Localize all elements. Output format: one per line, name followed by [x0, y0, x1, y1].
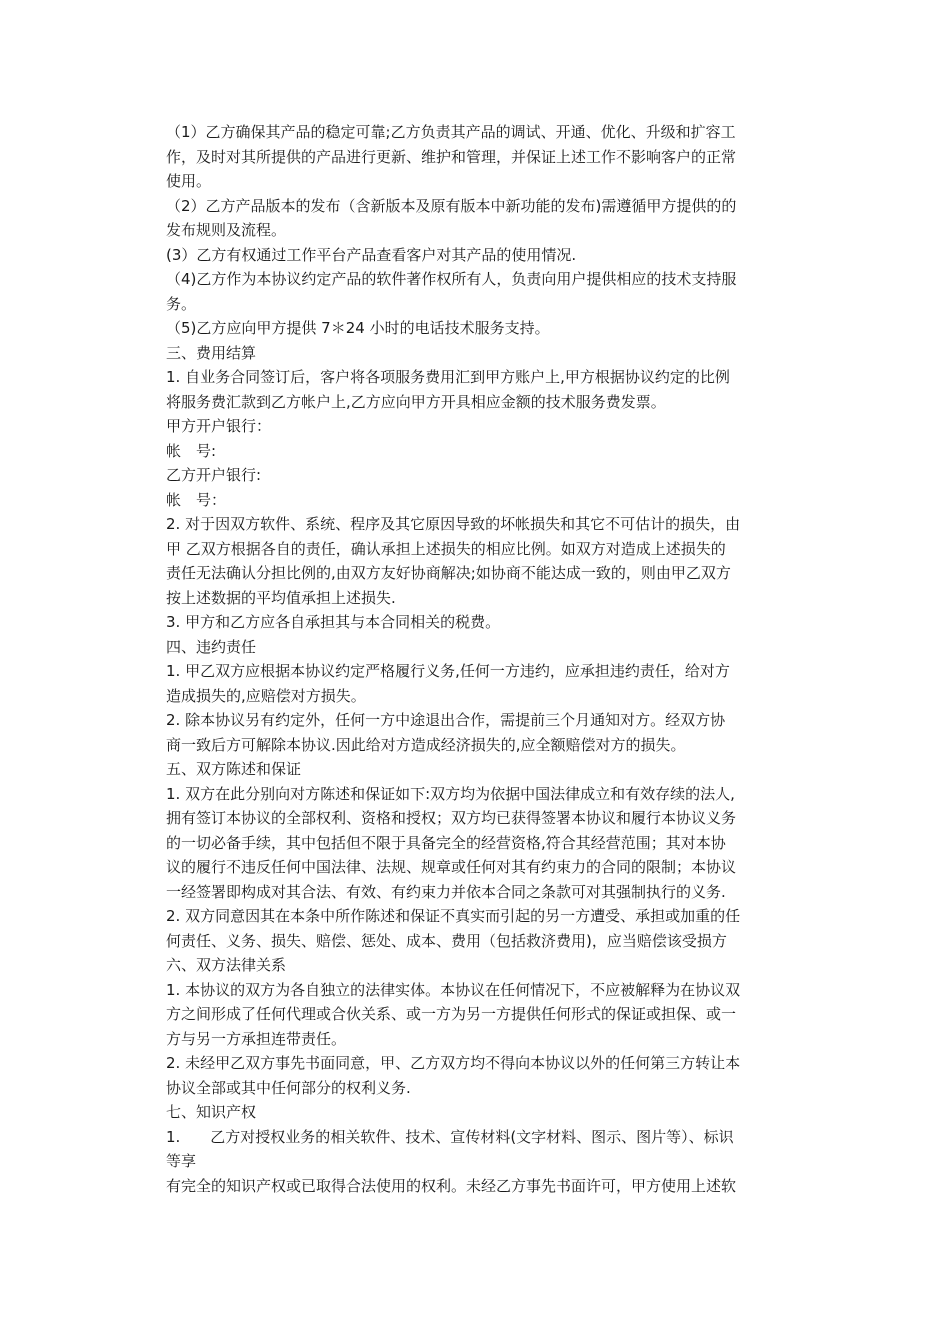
- section-heading: 五、双方陈述和保证: [166, 760, 302, 778]
- text-line: 2. 未经甲乙双方事先书面同意，甲、乙方双方均不得向本协议以外的任何第三方转让本: [166, 1054, 741, 1072]
- text-line: (3）乙方有权通过工作平台产品查看客户对其产品的使用情况.: [166, 245, 577, 264]
- text-line: 责任无法确认分担比例的,由双方友好协商解决;如协商不能达成一致的，则由甲乙双方: [166, 564, 731, 582]
- text-line: 按上述数据的平均值承担上述损失.: [166, 588, 396, 607]
- text-line: 乙方开户银行:: [166, 466, 262, 484]
- text-line: 务。: [166, 294, 197, 313]
- text-line: 2. 对于因双方软件、系统、程序及其它原因导致的坏帐损失和其它不可估计的损失，由: [166, 515, 741, 533]
- text-line: 甲 乙双方根据各自的责任，确认承担上述损失的相应比例。如双方对造成上述损失的: [166, 539, 726, 558]
- text-line: 2. 除本协议另有约定外，任何一方中途退出合作，需提前三个月通知对方。经双方协: [166, 711, 726, 729]
- text-line: 等享: [166, 1152, 197, 1170]
- text-line: 拥有签订本协议的全部权利、资格和授权；双方均已获得签署本协议和履行本协议义务: [166, 809, 737, 827]
- text-line: 有完全的知识产权或已取得合法使用的权利。未经乙方事先书面许可，甲方使用上述软: [166, 1176, 737, 1195]
- text-line: （1）乙方确保其产品的稳定可靠;乙方负责其产品的调试、开通、优化、升级和扩容工: [166, 123, 736, 141]
- text-line: 将服务费汇款到乙方帐户上,乙方应向甲方开具相应金额的技术服务费发票。: [166, 392, 666, 411]
- text-line: 1. 双方在此分别向对方陈述和保证如下:双方均为依据中国法律成立和有效存续的法人,: [166, 784, 735, 803]
- text-line: 一经签署即构成对其合法、有效、有约束力并依本合同之条款可对其强制执行的义务.: [166, 882, 726, 901]
- section-heading: 三、费用结算: [166, 343, 257, 362]
- text-line: （4)乙方作为本协议约定产品的软件著作权所有人，负责向用户提供相应的技术支持服: [166, 270, 737, 288]
- text-line: 1. 本协议的双方为各自独立的法律实体。本协议在任何情况下，不应被解释为在协议双: [166, 980, 741, 999]
- section-heading: 四、违约责任: [166, 637, 257, 656]
- text-line: 帐 号:: [166, 441, 217, 460]
- text-line: 甲方开户银行：: [166, 417, 272, 435]
- text-line: 何责任、义务、损失、赔偿、惩处、成本、费用（包括救济费用)，应当赔偿该受损方: [166, 931, 727, 950]
- text-line: 发布规则及流程。: [166, 221, 287, 239]
- text-line: （2）乙方产品版本的发布（含新版本及原有版本中新功能的发布)需遵循甲方提供的的: [166, 196, 737, 215]
- text-line: 2. 双方同意因其在本条中所作陈述和保证不真实而引起的另一方遭受、承担或加重的任: [166, 907, 741, 925]
- text-line: 协议全部或其中任何部分的权利义务.: [166, 1078, 411, 1097]
- text-line: 议的履行不违反任何中国法律、法规、规章或任何对其有约束力的合同的限制；本协议: [166, 858, 737, 876]
- section-heading: 七、知识产权: [166, 1103, 257, 1121]
- text-line: 的一切必备手续，其中包括但不限于具备完全的经营资格,符合其经营范围；其对本协: [166, 833, 726, 852]
- text-line: 方之间形成了任何代理或合伙关系、或一方为另一方提供任何形式的保证或担保、或一: [166, 1005, 737, 1023]
- text-line: 作，及时对其所提供的产品进行更新、维护和管理，并保证上述工作不影响客户的正常: [166, 147, 737, 166]
- text-line: 使用。: [166, 172, 212, 190]
- text-line: 造成损失的,应赔偿对方损失。: [166, 686, 366, 705]
- text-line: 1. 甲乙双方应根据本协议约定严格履行义务,任何一方违约，应承担违约责任，给对方: [166, 662, 730, 680]
- text-line: 1. 自业务合同签订后，客户将各项服务费用汇到甲方账户上,甲方根据协议约定的比例: [166, 368, 730, 386]
- text-line: （5)乙方应向甲方提供 7＊24 小时的电话技术服务支持。: [166, 319, 550, 337]
- text-line: 1. 乙方对授权业务的相关软件、技术、宣传材料(文字材料、图示、图片等）、标识: [166, 1127, 734, 1146]
- text-line: 方与另一方承担连带责任。: [166, 1029, 347, 1048]
- document-body: [166, 120, 816, 1198]
- section-heading: 六、双方法律关系: [166, 956, 287, 974]
- text-line: 帐 号：: [166, 490, 227, 509]
- text-line: 商一致后方可解除本协议.因此给对方造成经济损失的,应全额赔偿对方的损失。: [166, 735, 686, 754]
- text-line: 3. 甲方和乙方应各自承担其与本合同相关的税费。: [166, 613, 501, 631]
